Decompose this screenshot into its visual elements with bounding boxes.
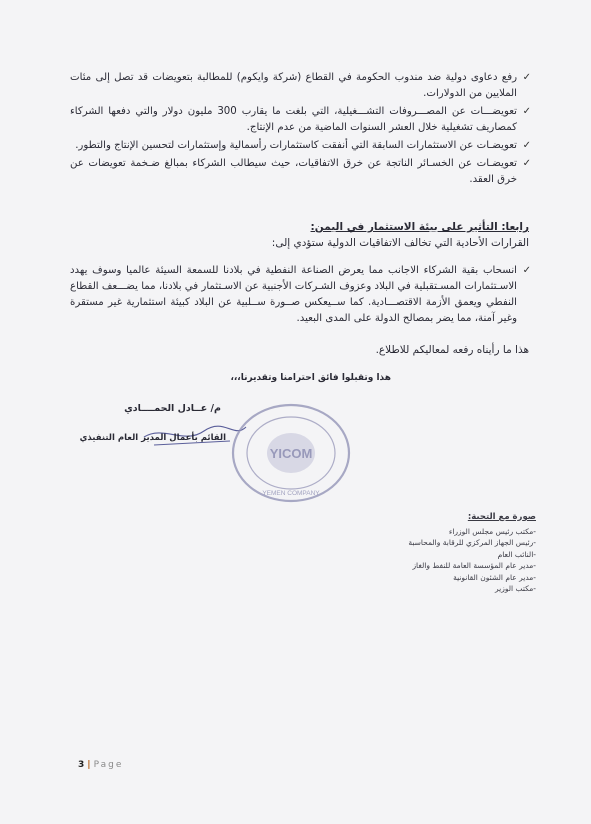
copies-title: صورة مع التحية: — [467, 512, 536, 522]
list-item-text: تعويضـات عن الخسـائر الناتجة عن خرق الاتفاقيات، حيث سيطالب الشركاء بمبالغ ضـخمة تعويضات عن خرق العقد. — [70, 158, 517, 185]
checkmark-icon: ✓ — [522, 72, 531, 83]
company-stamp — [230, 402, 352, 504]
copies-item: -النائب العام — [497, 549, 536, 559]
copies-item: -مدير عام الشئون القانونية — [453, 572, 536, 582]
list-item — [70, 70, 531, 102]
list-item — [70, 138, 531, 154]
copies-distribution — [408, 512, 536, 595]
closing-line: هذا وتقبلوا فائق احترامنا وتقديرنا،،، — [230, 373, 391, 383]
page-label: Page — [93, 760, 124, 770]
list-item — [70, 104, 531, 136]
signatory-name: م/ عــادل الحمــــادي — [124, 403, 221, 414]
copies-item: -مدير عام المؤسسة العامة للنفط والغاز — [412, 561, 536, 570]
signatory-title: القائم بأعمال المدير العام التنفيذي — [79, 433, 226, 443]
copies-item: -مكتب الوزير — [495, 584, 536, 593]
copies-item: -رئيس الجهاز المركزي للرقابة والمحاسبة — [408, 538, 536, 547]
list-item-text: انسحاب بقية الشركاء الاجانب مما يعرض الصناعة النفطية في بلادنا للسمعة السيئة عالميا وسوف يهدد الاسـتثمارات المسـتقبلية في البلاد وعزوف الشـركات الأجنبية عن الاسـتثمار في بلادنا، مما يضـــعف القطاع النفطي ويعمق الأزمة الاقتصـــادية. كما ســيعكس صــورة ســلبية عن البلاد كبيئة استثمارية غير مستقرة وغير آمنة، مما يضر بمصالح الدولة على المدى البعيد. — [70, 265, 517, 324]
list-item-text: رفع دعاوى دولية ضد مندوب الحكومة في القطاع (شركة وايكوم) للمطالبة بتعويضات قد تصل إلى مئات الملايين من الدولارات. — [70, 72, 517, 99]
list-item-text: تعويضـات عن الاستثمارات السابقة التي أنفقت كاستثمارات رأسمالية وإستثمارات لتحسين الإنتاج والتطور. — [75, 140, 517, 151]
checkmark-icon: ✓ — [522, 158, 531, 169]
section-title: رابعا: التأثير على بيئة الاستثمار في اليمن: — [310, 221, 529, 233]
list-item — [70, 263, 531, 327]
section-investment-impact — [70, 219, 529, 251]
page-number: 3 — [78, 760, 85, 770]
checkmark-icon: ✓ — [522, 140, 531, 151]
copies-item: -مكتب رئيس مجلس الوزراء — [448, 526, 536, 536]
page-footer — [78, 760, 123, 770]
footer-separator: | — [87, 760, 91, 770]
section-intro: القرارات الأحادية التي تخالف الاتفاقيات الدولية ستؤدي إلى: — [271, 237, 529, 249]
stamp-center-text: YICOM — [269, 446, 313, 461]
list-item — [70, 156, 531, 188]
bullet-list-impact — [70, 263, 531, 329]
list-item-text: تعويضـــات عن المصـــروفات التشـــغيلية، التي بلغت ما يقارب 300 مليون دولار والتي دفعها الشركاء كمصاريف تشغيلية خلال العشر السنوات الماضية من عدم الإنتاج. — [70, 106, 517, 133]
checkmark-icon: ✓ — [522, 265, 531, 276]
stamp-ring-text: YEMEN COMPANY — [262, 490, 320, 497]
final-statement: هذا ما رأيناه رفعه لمعاليكم للاطلاع. — [375, 344, 529, 356]
bullet-list-compensations — [70, 70, 531, 190]
checkmark-icon: ✓ — [522, 106, 531, 117]
